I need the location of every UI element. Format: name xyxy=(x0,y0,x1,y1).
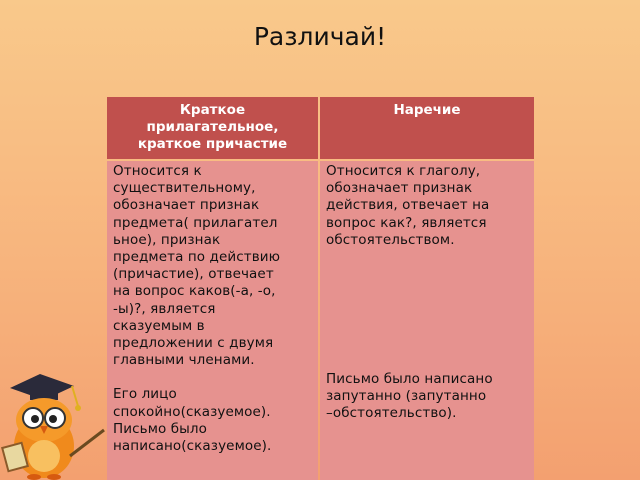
left-example-line: Его лицо xyxy=(113,386,177,403)
header-left-line: прилагательное, xyxy=(146,119,279,135)
header-left-line: Краткое xyxy=(179,102,246,118)
right-example-line: –обстоятельство). xyxy=(326,405,457,422)
comparison-table xyxy=(107,97,534,480)
owl-teacher-icon xyxy=(0,360,110,480)
left-text-line: предложении с двумя xyxy=(113,335,274,352)
right-text-line: обстоятельством. xyxy=(326,231,455,248)
right-example-line: запутанно (запутанно xyxy=(326,388,487,405)
right-text-line: обозначает признак xyxy=(326,180,473,197)
left-text-line: Относится к xyxy=(113,163,202,179)
left-text-line: -ы)?, является xyxy=(113,300,216,317)
left-text-line: (причастие), отвечает xyxy=(113,266,274,283)
cell-short-adjective xyxy=(107,161,318,480)
right-text-line: вопрос как?, является xyxy=(326,214,487,231)
header-left-line: краткое причастие xyxy=(137,136,288,152)
right-text-line: Относится к глаголу, xyxy=(326,163,481,179)
left-text-line: предмета по действию xyxy=(113,249,281,266)
right-text-line: действия, отвечает на xyxy=(326,197,490,214)
left-example-line: спокойно(сказуемое). xyxy=(113,403,271,420)
left-text-line: главными членами. xyxy=(113,352,255,369)
right-example-line: Письмо было написано xyxy=(326,371,493,388)
left-text-line: предмета( прилагател xyxy=(113,214,278,231)
left-text-line: на вопрос каков(-а, -о, xyxy=(113,283,276,300)
left-text-line: ьное), признак xyxy=(113,231,221,248)
header-adverb xyxy=(320,97,534,159)
cell-adverb xyxy=(320,161,534,480)
left-example-line: написано(сказуемое). xyxy=(113,438,272,455)
left-text-line: обозначает признак xyxy=(113,197,260,214)
left-text-line: сказуемым в xyxy=(113,317,205,334)
slide-title: Различай! xyxy=(253,22,387,51)
left-example-line: Письмо было xyxy=(113,420,208,437)
header-short-adjective xyxy=(107,97,318,159)
header-right-line: Наречие xyxy=(393,102,461,118)
left-text-line: существительному, xyxy=(113,180,256,197)
